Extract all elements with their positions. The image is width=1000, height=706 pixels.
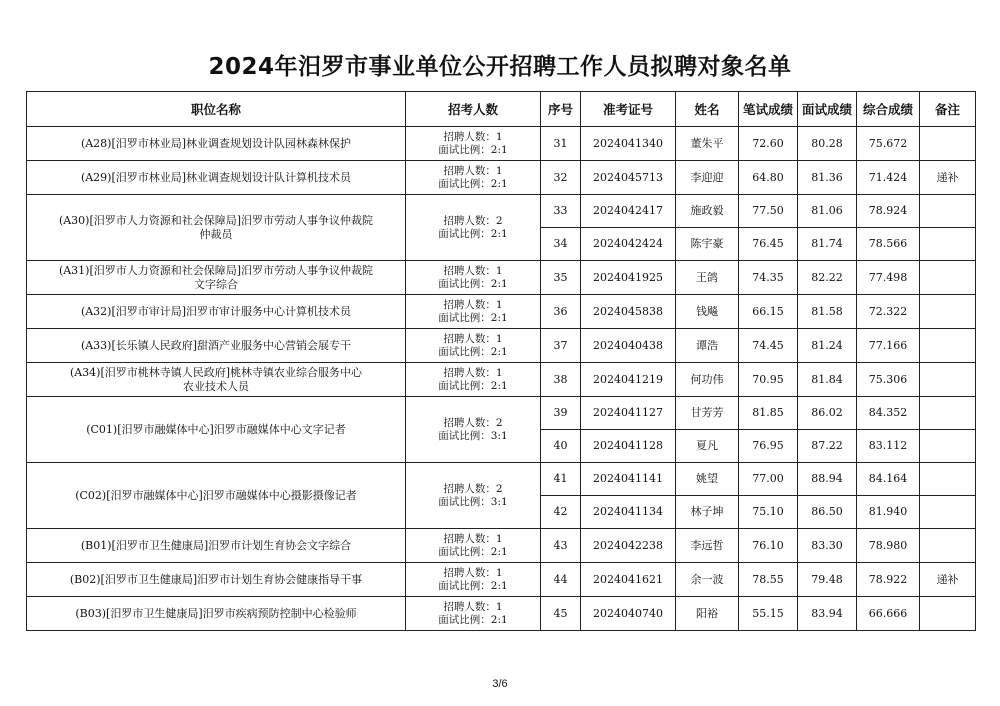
name-cell: 何功伟 [676, 363, 739, 397]
written-score-cell: 76.10 [739, 529, 798, 563]
name-cell: 李远哲 [676, 529, 739, 563]
table-row [27, 397, 976, 430]
ticket-cell: 2024041128 [581, 430, 676, 463]
position-line-2: 农业技术人员 [183, 379, 249, 393]
total-score-cell: 83.112 [857, 430, 920, 463]
ticket-cell: 2024041925 [581, 261, 676, 295]
total-score-cell: 75.672 [857, 127, 920, 161]
position-cell: (A32)[汨罗市审计局]汨罗市审计服务中心计算机技术员 [27, 295, 406, 329]
header-remark: 备注 [920, 92, 976, 127]
position-cell: (A33)[长乐镇人民政府]甜酒产业服务中心营销会展专干 [27, 329, 406, 363]
total-score-cell: 78.566 [857, 228, 920, 261]
interview-score-cell: 81.74 [798, 228, 857, 261]
ticket-cell: 2024041621 [581, 563, 676, 597]
table-row [27, 597, 976, 631]
ticket-cell: 2024042417 [581, 195, 676, 228]
header-name: 姓名 [676, 92, 739, 127]
total-score-cell: 71.424 [857, 161, 920, 195]
remark-cell: 递补 [920, 563, 976, 597]
recruit-count: 招聘人数：1 [443, 130, 503, 143]
seq-cell: 42 [541, 496, 581, 529]
recruit-cell [406, 161, 541, 195]
interview-score-cell: 87.22 [798, 430, 857, 463]
position-cell [27, 363, 406, 397]
name-cell: 董朱平 [676, 127, 739, 161]
name-cell: 姚望 [676, 463, 739, 496]
seq-cell: 45 [541, 597, 581, 631]
interview-score-cell: 88.94 [798, 463, 857, 496]
position-cell: (B02)[汨罗市卫生健康局]汨罗市计划生育协会健康指导干事 [27, 563, 406, 597]
remark-cell [920, 597, 976, 631]
position-cell: (C01)[汨罗市融媒体中心]汨罗市融媒体中心文字记者 [27, 397, 406, 463]
interview-score-cell: 81.84 [798, 363, 857, 397]
seq-cell: 33 [541, 195, 581, 228]
position-cell [27, 261, 406, 295]
table-header-row [27, 92, 976, 127]
position-line-2: 仲裁员 [199, 227, 233, 241]
table-row [27, 563, 976, 597]
recruit-cell [406, 127, 541, 161]
table-row [27, 529, 976, 563]
total-score-cell: 72.322 [857, 295, 920, 329]
recruit-cell [406, 363, 541, 397]
interview-ratio: 面试比例：2:1 [438, 277, 508, 290]
interview-ratio: 面试比例：2:1 [438, 311, 508, 324]
position-cell: (B01)[汨罗市卫生健康局]汨罗市计划生育协会文字综合 [27, 529, 406, 563]
recruit-count: 招聘人数：1 [443, 332, 503, 345]
seq-cell: 44 [541, 563, 581, 597]
seq-cell: 38 [541, 363, 581, 397]
interview-ratio: 面试比例：2:1 [438, 579, 508, 592]
recruit-cell [406, 195, 541, 261]
recruit-count: 招聘人数：2 [443, 214, 503, 227]
written-score-cell: 77.00 [739, 463, 798, 496]
name-cell: 钱飚 [676, 295, 739, 329]
header-total-score: 综合成绩 [857, 92, 920, 127]
seq-cell: 36 [541, 295, 581, 329]
total-score-cell: 84.164 [857, 463, 920, 496]
candidate-table [26, 91, 976, 631]
recruit-count: 招聘人数：2 [443, 482, 503, 495]
seq-cell: 34 [541, 228, 581, 261]
recruit-count: 招聘人数：1 [443, 566, 503, 579]
total-score-cell: 77.498 [857, 261, 920, 295]
ticket-cell: 2024040438 [581, 329, 676, 363]
interview-score-cell: 81.24 [798, 329, 857, 363]
ticket-cell: 2024045713 [581, 161, 676, 195]
seq-cell: 32 [541, 161, 581, 195]
name-cell: 谭浩 [676, 329, 739, 363]
name-cell: 李迎迎 [676, 161, 739, 195]
name-cell: 余一波 [676, 563, 739, 597]
written-score-cell: 76.95 [739, 430, 798, 463]
interview-score-cell: 81.36 [798, 161, 857, 195]
written-score-cell: 74.35 [739, 261, 798, 295]
total-score-cell: 75.306 [857, 363, 920, 397]
recruit-cell [406, 329, 541, 363]
remark-cell [920, 195, 976, 228]
recruit-cell [406, 597, 541, 631]
written-score-cell: 66.15 [739, 295, 798, 329]
total-score-cell: 81.940 [857, 496, 920, 529]
page-number: 3/6 [492, 678, 508, 690]
interview-score-cell: 79.48 [798, 563, 857, 597]
recruit-count: 招聘人数：1 [443, 298, 503, 311]
interview-ratio: 面试比例：2:1 [438, 177, 508, 190]
recruit-cell [406, 563, 541, 597]
interview-ratio: 面试比例：3:1 [438, 495, 508, 508]
name-cell: 甘芳芳 [676, 397, 739, 430]
remark-cell [920, 397, 976, 430]
interview-ratio: 面试比例：2:1 [438, 545, 508, 558]
name-cell: 陈宇豪 [676, 228, 739, 261]
total-score-cell: 84.352 [857, 397, 920, 430]
table-row [27, 295, 976, 329]
recruit-count: 招聘人数：1 [443, 164, 503, 177]
interview-score-cell: 82.22 [798, 261, 857, 295]
total-score-cell: 78.922 [857, 563, 920, 597]
remark-cell [920, 127, 976, 161]
total-score-cell: 77.166 [857, 329, 920, 363]
recruit-cell [406, 529, 541, 563]
written-score-cell: 64.80 [739, 161, 798, 195]
interview-score-cell: 81.06 [798, 195, 857, 228]
interview-ratio: 面试比例：2:1 [438, 613, 508, 626]
written-score-cell: 81.85 [739, 397, 798, 430]
ticket-cell: 2024041340 [581, 127, 676, 161]
ticket-cell: 2024041127 [581, 397, 676, 430]
header-recruit: 招考人数 [406, 92, 541, 127]
remark-cell [920, 363, 976, 397]
seq-cell: 37 [541, 329, 581, 363]
document-title: 2024年汨罗市事业单位公开招聘工作人员拟聘对象名单 [208, 54, 792, 80]
remark-cell [920, 463, 976, 496]
recruit-count: 招聘人数：1 [443, 366, 503, 379]
position-line-1: (A34)[汨罗市桃林寺镇人民政府]桃林寺镇农业综合服务中心 [69, 365, 363, 379]
remark-cell [920, 496, 976, 529]
interview-ratio: 面试比例：2:1 [438, 227, 508, 240]
name-cell: 王鸽 [676, 261, 739, 295]
interview-score-cell: 86.50 [798, 496, 857, 529]
seq-cell: 35 [541, 261, 581, 295]
remark-cell [920, 261, 976, 295]
remark-cell [920, 295, 976, 329]
recruit-count: 招聘人数：1 [443, 600, 503, 613]
table-row [27, 363, 976, 397]
ticket-cell: 2024045838 [581, 295, 676, 329]
seq-cell: 40 [541, 430, 581, 463]
seq-cell: 39 [541, 397, 581, 430]
written-score-cell: 77.50 [739, 195, 798, 228]
position-cell [27, 195, 406, 261]
header-ticket: 准考证号 [581, 92, 676, 127]
written-score-cell: 72.60 [739, 127, 798, 161]
ticket-cell: 2024042424 [581, 228, 676, 261]
position-line-2: 文字综合 [194, 277, 238, 291]
interview-score-cell: 83.94 [798, 597, 857, 631]
recruit-cell [406, 397, 541, 463]
written-score-cell: 74.45 [739, 329, 798, 363]
table-row [27, 463, 976, 496]
table-row [27, 127, 976, 161]
interview-ratio: 面试比例：2:1 [438, 345, 508, 358]
remark-cell [920, 430, 976, 463]
interview-score-cell: 81.58 [798, 295, 857, 329]
ticket-cell: 2024041134 [581, 496, 676, 529]
position-line-1: (A31)[汨罗市人力资源和社会保障局]汨罗市劳动人事争议仲裁院 [58, 263, 374, 277]
name-cell: 林子坤 [676, 496, 739, 529]
total-score-cell: 78.924 [857, 195, 920, 228]
written-score-cell: 75.10 [739, 496, 798, 529]
seq-cell: 41 [541, 463, 581, 496]
table-row [27, 161, 976, 195]
written-score-cell: 76.45 [739, 228, 798, 261]
total-score-cell: 78.980 [857, 529, 920, 563]
recruit-cell [406, 463, 541, 529]
total-score-cell: 66.666 [857, 597, 920, 631]
interview-ratio: 面试比例：2:1 [438, 379, 508, 392]
ticket-cell: 2024041219 [581, 363, 676, 397]
recruit-cell [406, 261, 541, 295]
position-cell: (C02)[汨罗市融媒体中心]汨罗市融媒体中心摄影摄像记者 [27, 463, 406, 529]
position-cell: (A29)[汨罗市林业局]林业调查规划设计队计算机技术员 [27, 161, 406, 195]
ticket-cell: 2024041141 [581, 463, 676, 496]
table-row [27, 195, 976, 228]
interview-ratio: 面试比例：2:1 [438, 143, 508, 156]
name-cell: 夏凡 [676, 430, 739, 463]
header-seq: 序号 [541, 92, 581, 127]
remark-cell: 递补 [920, 161, 976, 195]
recruit-count: 招聘人数：1 [443, 264, 503, 277]
interview-ratio: 面试比例：3:1 [438, 429, 508, 442]
interview-score-cell: 83.30 [798, 529, 857, 563]
ticket-cell: 2024040740 [581, 597, 676, 631]
remark-cell [920, 529, 976, 563]
name-cell: 施政毅 [676, 195, 739, 228]
header-interview-score: 面试成绩 [798, 92, 857, 127]
position-cell: (B03)[汨罗市卫生健康局]汨罗市疾病预防控制中心检验师 [27, 597, 406, 631]
recruit-count: 招聘人数：1 [443, 532, 503, 545]
interview-score-cell: 86.02 [798, 397, 857, 430]
remark-cell [920, 228, 976, 261]
ticket-cell: 2024042238 [581, 529, 676, 563]
position-line-1: (A30)[汨罗市人力资源和社会保障局]汨罗市劳动人事争议仲裁院 [58, 213, 374, 227]
written-score-cell: 55.15 [739, 597, 798, 631]
remark-cell [920, 329, 976, 363]
seq-cell: 31 [541, 127, 581, 161]
header-position: 职位名称 [27, 92, 406, 127]
interview-score-cell: 80.28 [798, 127, 857, 161]
recruit-cell [406, 295, 541, 329]
table-row [27, 261, 976, 295]
recruit-count: 招聘人数：2 [443, 416, 503, 429]
header-written-score: 笔试成绩 [739, 92, 798, 127]
written-score-cell: 78.55 [739, 563, 798, 597]
written-score-cell: 70.95 [739, 363, 798, 397]
seq-cell: 43 [541, 529, 581, 563]
table-row [27, 329, 976, 363]
name-cell: 阳裕 [676, 597, 739, 631]
position-cell: (A28)[汨罗市林业局]林业调查规划设计队园林森林保护 [27, 127, 406, 161]
